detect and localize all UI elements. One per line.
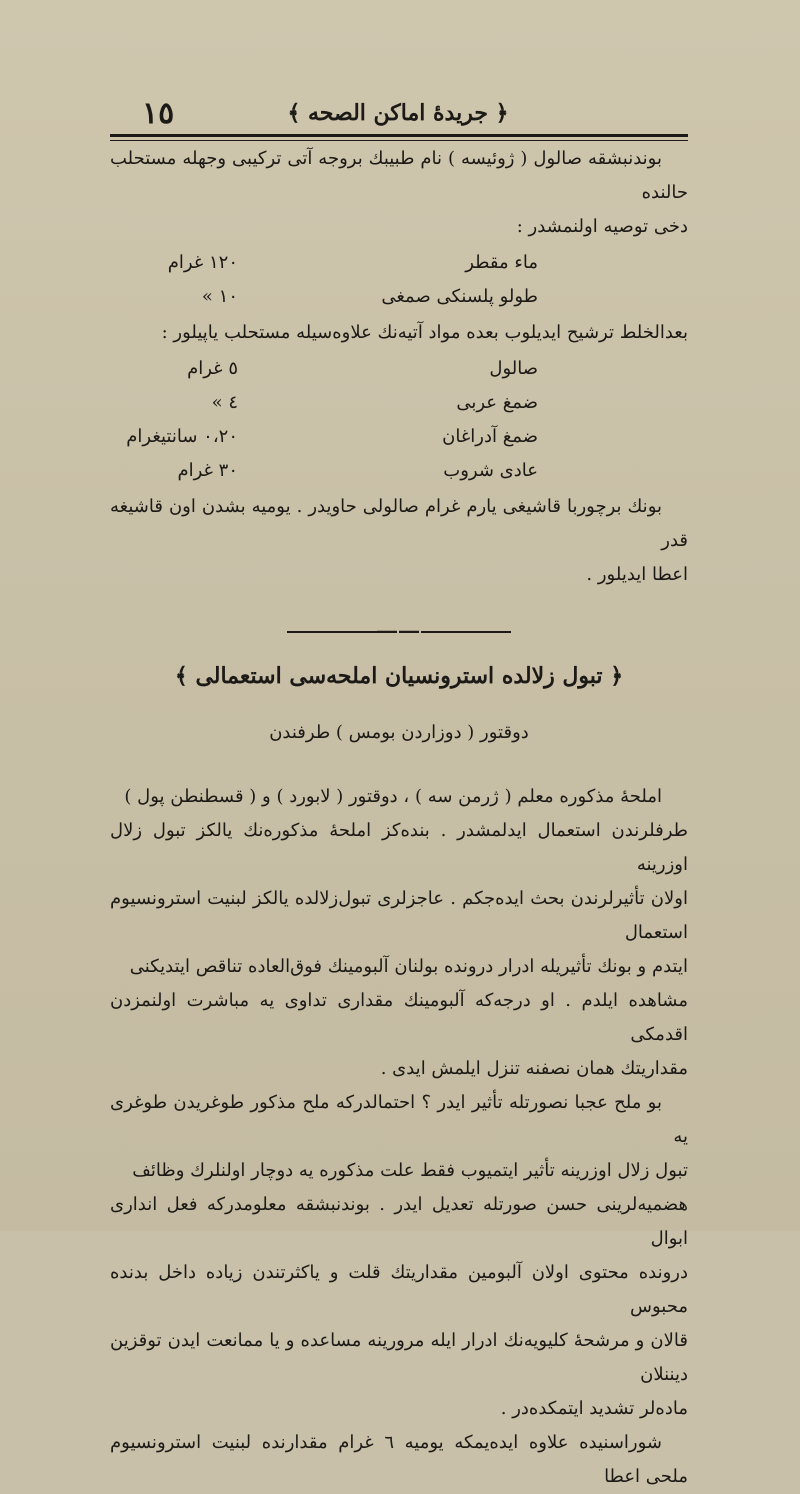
intro-line: دخى توصيه اولنمشدر : [516, 216, 688, 237]
author-line: دوقتور ( دوزاردن بومس ) طرفندن [269, 722, 529, 743]
paragraph-line: طرفلرندن استعمال ايدلمشدر . بنده‌كز املحهٔ مذكوره‌نك يالكز تبول زلال اوزرينه [110, 820, 688, 875]
paragraph-line: شوراسنيده علاوه ايده‌يمكه يوميه ٦ غرام مقدارنده لبنيت استرونسيوم ملحى اعطا [110, 1432, 688, 1487]
recipe-quantity: ٤ » [211, 392, 238, 413]
paragraph-line: هضميه‌لرينى حسن صورتله تعديل ايدر . بوندنبشقه معلومدركه فعل اندارى ابوال [110, 1194, 688, 1249]
header-rule [110, 134, 688, 141]
paragraph-line: املحهٔ مذكوره معلم ( ژرمن سه ) ، دوقتور ( لابورد ) و ( قسطنطن پول ) [124, 786, 662, 807]
recipe-quantity: ٠،٢٠ سانتيغرام [126, 426, 238, 447]
recipe-ingredient: طولو پلسنكى صمغى [381, 286, 538, 307]
recipe-quantity: ٣٠ غرام [177, 460, 238, 481]
paragraph-line: مقداريتك همان نصفنه تنزل ايلمش ايدى . [380, 1058, 688, 1079]
paragraph-line: بو ملح عجبا نصورتله تأثير ايدر ؟ احتمالدركه ملح مذكور طوغريدن طوغرى يه [110, 1092, 688, 1147]
recipe-ingredient: ضمغ آدراغان [442, 426, 538, 447]
paragraph-line: ايتدم و بونك تأثيريله ادرار درونده بولنان آلبومينك فوق‌العاده تناقص ايتديكنى [129, 956, 688, 977]
page-number: ١٥ [142, 96, 175, 131]
recipe-ingredient: ضمغ عربى [456, 392, 538, 413]
section-title: ﴿ تبول زلالده استرونسيان املحه‌سى استعمالى ﴾ [174, 663, 624, 689]
recipe-table-1 [110, 246, 688, 314]
recipe-row [110, 454, 688, 488]
page-body [110, 142, 688, 1494]
recipe-row [110, 280, 688, 314]
page-header [108, 96, 688, 136]
mid-text: بعدالخلط ترشيح ايديلوب بعده مواد آتيه‌نك علاوه‌سيله مستحلب ياپيلور : [161, 322, 688, 343]
recipe-ingredient: عادى شروب [443, 460, 538, 481]
recipe-row [110, 386, 688, 420]
dose-line: اعطا ايديلور . [586, 564, 688, 585]
recipe-quantity: ٥ غرام [187, 358, 238, 379]
paragraph-line: تبول زلال اوزرينه تأثير ايتميوب فقط علت مذكوره يه دوچار اولنلرك وظائف [132, 1160, 688, 1181]
recipe-quantity: ١٢٠ غرام [167, 252, 238, 273]
paragraph-line: مشاهده ايلدم . او درجه‌كه آلبومينك مقدارى تداوى يه مباشرت اولنمزدن اقدمكى [110, 990, 688, 1045]
recipe-table-2 [110, 352, 688, 488]
intro-line: بوندنبشقه صالول ( ژوئيسه ) نام طبيبك بروجه آتى تركيبى وجهله مستحلب حالنده [110, 148, 688, 203]
recipe-quantity: ١٠ » [201, 286, 238, 307]
section-separator: ―― [110, 618, 688, 642]
recipe-row [110, 352, 688, 386]
paragraph-line: ماده‌لر تشديد ايتمكده‌در . [500, 1398, 688, 1419]
recipe-ingredient: ماء مقطر [465, 252, 538, 273]
running-title: ﴿ جريدهٔ اماکن الصحه ﴾ [287, 100, 509, 126]
paragraph-line: درونده محتوى اولان آلبومين مقداريتك قلت و ياكثرتندن زياده داخل بدنده محبوس [110, 1262, 688, 1317]
recipe-ingredient: صالول [489, 358, 538, 379]
recipe-row [110, 420, 688, 454]
paragraph-line: اولان تأثيرلرندن بحث ايده‌جكم . عاجزلرى تبول‌زلالده يالكز لبنيت استرونسيوم استعمال [110, 888, 688, 943]
dose-line: بونك برچوربا قاشيغى يارم غرام صالولى حاويدر . يوميه بشدن اون قاشيغه قدر [110, 496, 688, 551]
recipe-row [110, 246, 688, 280]
paragraph-line: قالان و مرشحهٔ كليويه‌نك ادرار ايله مرورينه مساعده و يا ممانعت ايدن توقزين ديننلان [110, 1330, 688, 1385]
